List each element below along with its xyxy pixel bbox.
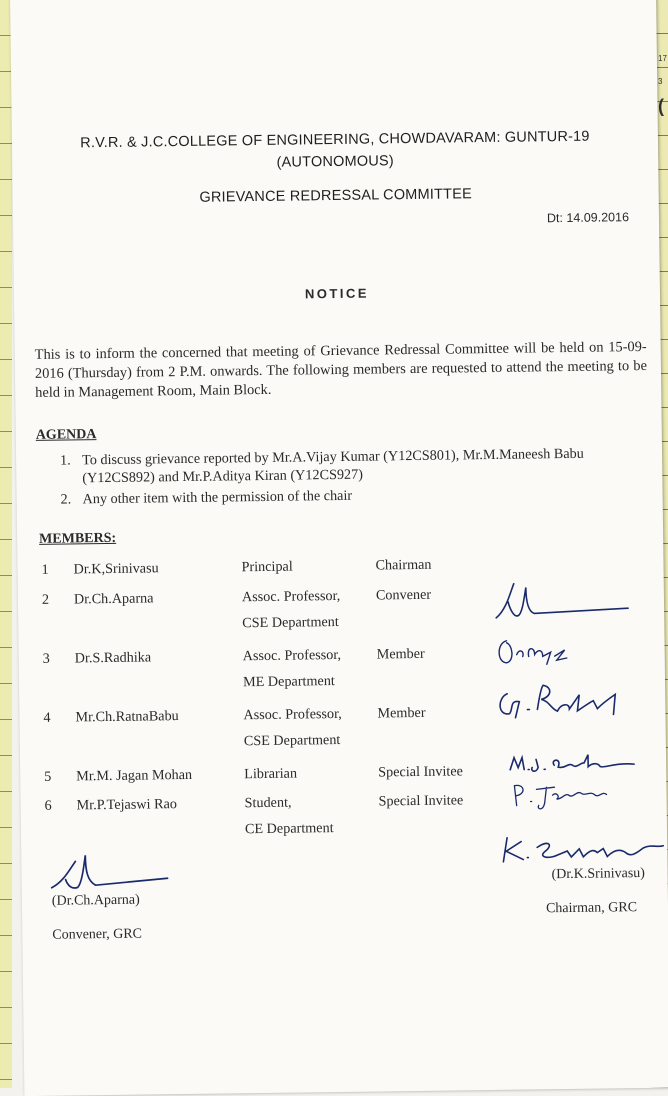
agenda-heading: AGENDA	[36, 427, 97, 444]
agenda-item-number: 2.	[61, 490, 83, 508]
notice-title: NOTICE	[14, 282, 660, 305]
member-name: Dr.S.Radhika	[75, 649, 152, 667]
member-number: 3	[43, 651, 50, 668]
member-name: Dr.K,Srinivasu	[73, 560, 158, 578]
member-department: CE Department	[245, 820, 334, 838]
member-name: Mr.M. Jagan Mohan	[76, 767, 192, 786]
member-role: Member	[377, 705, 425, 723]
member-designation: Librarian	[244, 766, 297, 784]
agenda-list	[60, 444, 641, 512]
signature-jaganmohan	[504, 748, 644, 780]
chairman-title: Chairman, GRC	[546, 900, 637, 917]
member-name: Dr.Ch.Aparna	[74, 590, 154, 608]
member-role: Member	[377, 646, 425, 664]
member-number: 5	[44, 769, 51, 786]
college-status: (AUTONOMOUS)	[12, 150, 658, 174]
member-number: 1	[41, 562, 48, 579]
agenda-item-text: Any other item with the permission of the chair	[83, 487, 353, 509]
committee-name: GRIEVANCE REDRESSAL COMMITTEE	[13, 184, 659, 208]
member-department: ME Department	[243, 673, 335, 691]
signature-tejaswi	[506, 776, 617, 817]
college-name: R.V.R. & J.C.COLLEGE OF ENGINEERING, CHOWDAVARAM: GUNTUR-19	[12, 128, 658, 152]
notice-document	[10, 0, 668, 1096]
member-number: 6	[45, 798, 52, 815]
member-designation: Principal	[241, 559, 292, 577]
member-role: Convener	[376, 587, 431, 605]
member-number: 2	[42, 592, 49, 609]
agenda-item	[60, 444, 640, 488]
signature-convener	[47, 846, 178, 898]
convener-name: (Dr.Ch.Aparna)	[52, 893, 140, 910]
ledger-mark-2: 3	[658, 77, 668, 86]
member-name: Mr.P.Tejaswi Rao	[77, 796, 178, 814]
member-designation: Student,	[245, 795, 292, 813]
agenda-item	[61, 483, 641, 509]
member-department: CSE Department	[242, 614, 339, 632]
left-ledger-edge	[0, 0, 12, 1088]
chairman-name: (Dr.K.Srinivasu)	[551, 866, 645, 883]
agenda-item-text: To discuss grievance reported by Mr.A.Vijay Kumar (Y12CS801), Mr.M.Maneesh Babu (Y12CS892) and Mr.P.Aditya Kiran (Y12CS927)	[82, 444, 640, 487]
ledger-mark-3: (	[658, 96, 668, 117]
notice-date: Dt: 14.09.2016	[547, 210, 629, 225]
notice-body: This is to inform the concerned that meeting of Grievance Redressal Committee will be held on 15-09-2016 (Thursday) from 2 P.M. onwards. The following members are requested to attend the meeting to be held in Management Room, Main Block.	[35, 338, 648, 403]
right-ledger-marks	[658, 54, 668, 117]
signature-aparna	[488, 578, 639, 630]
convener-title: Convener, GRC	[52, 927, 142, 944]
member-designation: Assoc. Professor,	[243, 706, 342, 724]
signature-ratnababu	[493, 678, 644, 725]
signature-chairman	[497, 828, 668, 870]
agenda-item-number: 1.	[60, 451, 82, 487]
members-heading: MEMBERS:	[39, 531, 116, 548]
member-designation: Assoc. Professor,	[242, 588, 341, 606]
member-role: Special Invitee	[378, 763, 463, 781]
signature-radhika	[492, 634, 602, 670]
member-role: Chairman	[375, 557, 431, 575]
member-name: Mr.Ch.RatnaBabu	[75, 708, 178, 726]
member-role: Special Invitee	[378, 792, 463, 810]
ledger-mark-1: 17	[658, 54, 668, 63]
member-designation: Assoc. Professor,	[243, 647, 342, 665]
member-number: 4	[43, 710, 50, 727]
member-department: CSE Department	[244, 732, 341, 750]
